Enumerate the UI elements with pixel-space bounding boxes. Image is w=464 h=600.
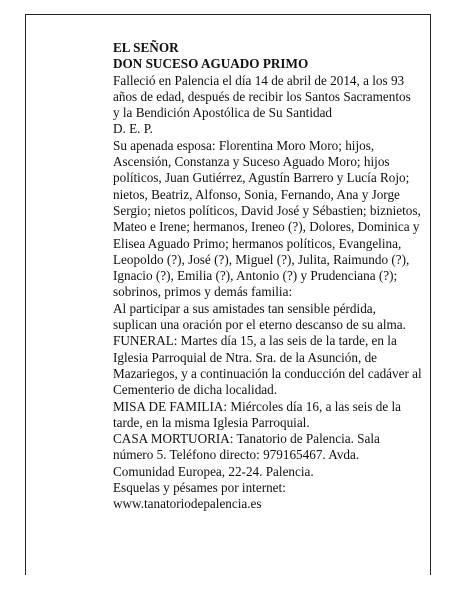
website-link[interactable]: www.tanatoriodepalencia.es — [113, 496, 262, 512]
apostolic-blessing: y la Bendición Apostólica de Su Santidad — [113, 105, 333, 121]
deceased-name: DON SUCESO AGUADO PRIMO — [113, 56, 309, 72]
mortuary-info: CASA MORTUORIA: Tanatorio de Palencia. Sala número 5. Teléfono directo: 979165467. Avda. Comunidad Europea, 22-24. Palencia. — [113, 431, 380, 479]
family-list: Su apenada esposa: Florentina Moro Moro; hijos, Ascensión, Constanza y Suceso Aguado Moro; hijos políticos, Juan Gutiérrez, Agustín Barrero y Lucía Rojo; nietos, Beatriz, Alfonso, Sonia, Fernando, Ana y Jorge Sergio; nietos políticos, David José y Sébastien; biznietos, Mateo e Irene; hermanos, Ireneo (?), Dolores, Dominica y Elisea Aguado Primo; hermanos políticos, Evangelina, Leopoldo (?), José (?), Miguel (?), Julita, Raimundo (?), Ignacio (?), Emilia (?), Antonio (?) y Prudenciana (?); sobrinos, primos y demás familia: — [113, 137, 421, 300]
prayer-request: Al participar a sus amistades tan sensible pérdida, suplican una oración por el eterno descanso de su alma. — [113, 300, 406, 333]
death-details: Falleció en Palencia el día 14 de abril de 2014, a los 93 años de edad, después de recibir los Santos Sacramentos — [113, 72, 411, 104]
obituary-notice — [113, 40, 423, 513]
family-mass: MISA DE FAMILIA: Miércoles día 16, a las seis de la tarde, en la misma Iglesia Parroquial. — [113, 398, 401, 430]
heading-title: EL SEÑOR — [113, 40, 179, 55]
internet-label: Esquelas y pésames por internet: — [113, 480, 286, 496]
funeral-details: FUNERAL: Martes día 15, a las seis de la tarde, en la Iglesia Parroquial de Ntra. Sra. de la Asunción, de Mazariegos, y a continuación la conducción del cadáver al Cementerio de dicha localidad. — [113, 333, 422, 398]
rip-text: D. E. P. — [113, 121, 153, 137]
